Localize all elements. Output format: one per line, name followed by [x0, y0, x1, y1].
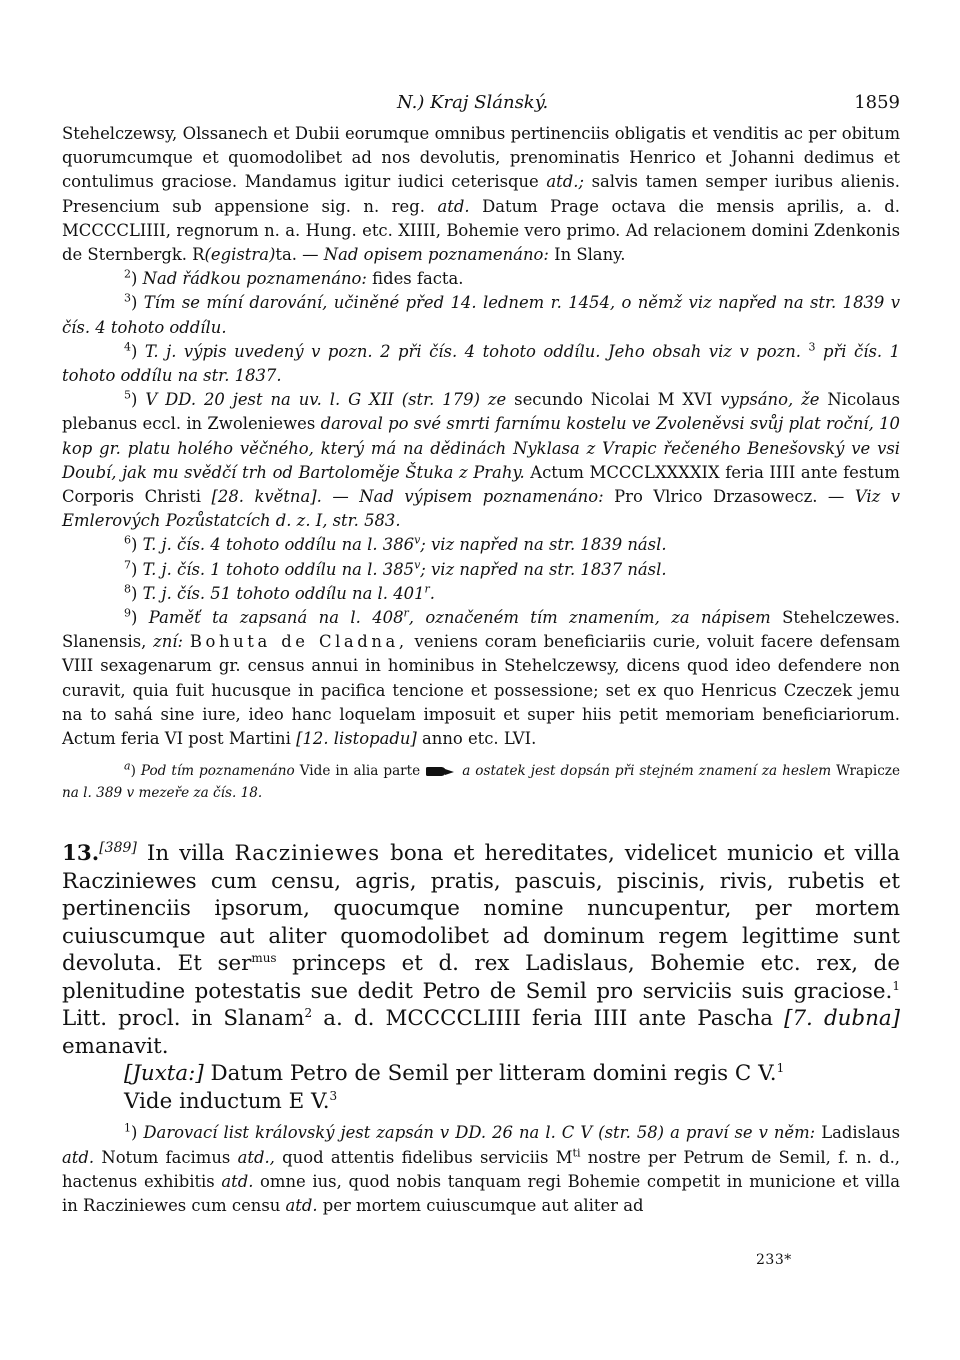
pointing-hand-icon [426, 767, 446, 776]
footnote-continuation: Stehelczewsy, Olssanech et Dubii eorumque omnibus pertinenciis obligatis et venditis ac per obitum quorumcumque et quomodolibet ad nos devolutis, prenominatis Henrico et Johanni dedimus et contulimus graciose. Mandamus igitur iudici ceterisque atd.; salvis tamen semper iuribus alienis. Presencium sub appensione sig. n. reg. atd. Datum Prage octava die mensis aprilis, a. d. MCCCCLIIII, regnorum n. a. Hung. etc. XIIII, Bohemie vero primo. Ad relacionem domini Zdenkonis de Sternbergk. R(egistra)ta. — Nad opisem poznamenáno: In Slany. [62, 124, 900, 265]
footnote-2: $^2$) Nad řádkou poznamenáno: fides facta. [124, 267, 464, 289]
footnote-8: $^8$) T. j. čís. 51 tohoto oddílu na l. 401$^r$. [124, 582, 435, 603]
entry-ref: [389] [99, 840, 137, 857]
footnote-9: $^9$) Paměť ta zapsaná na l. 408$^r$, označeném tím znamením, za nápisem Stehelczewes. Slanensis, zní: Bohuta de Cladna, veniens coram beneficiariis curie, voluit facere defensam VIII sexagenarum gr. census annui in hominibus in Stehelczewsy, dicens quod ideo defendere non curavit, quia fuit hucusque in pacifica tencione et possessione; set ex quo Henricus Czeczek jemu na to sahá sine iure, ideo hanc loquelam imposuit et super hiis petit memoriam beneficiariorum. Actum feria VI post Martini [12. listopadu] anno etc. LVI. [62, 606, 900, 749]
page-number: 1859 [854, 92, 900, 113]
entry-footnote-1: $^1$) Darovací list královský jest zapsán v DD. 26 na l. C V (str. 58) a praví se v něm: Ladislaus atd. Notum facimus atd., quod attentis fidelibus serviciis $M^{ti}$ nostre per Petrum de Semil, f. n. d., hactenus exhibitis atd. omne ius, quod nobis tanquam regi Bohemie competit in municione et villa in Racziniewes cum censu atd. per mortem cuiuscumque aut aliter ad [62, 1122, 901, 1216]
entry-body: 13.[389] In villa Racziniewes bona et hereditates, videlicet municio et villa Racziniewes cum censu, agris, pratis, pascuis, piscinis, rivis, rubetis et pertinenciis ipsorum, quocumque nomine nuncupentur, per mortem cuiuscumque aut aliter quomodolibet ad dominum regem legittime sunt devoluta. Et ser$^{mus}$ princeps et d. rex Ladislaus, Bohemie etc. rex, de plenitudine potestatis sue dedit Petro de Semil pro serviciis suis graciose.$^1$ Litt. procl. in Slanam$^2$ a. d. MCCCCLIIII feria IIII ante Pascha [7. dubna] emanavit. [62, 840, 900, 1059]
entry-juxta: [Juxta:] Datum Petro de Semil per litteram domini regis C V.$^1$ [124, 1061, 785, 1087]
footnote-5: $^5$) V DD. 20 jest na uv. l. G XII (str. 179) ze secundo Nicolai M XVI vypsáno, že Nicolaus plebanus eccl. in Zwoleniewes daroval po své smrti farnímu kostelu ve Zvoleněvsi svůj plat roční, 10 kop gr. platu holého věčného, který má na dědinách Nyklasa z Vrapic řečeného Benešovský ve vsi Doubí, jak mu svědčí trh od Bartoloměje Štuka z Prahy. Actum MCCCLXXXXIX feria IIII ante festum Corporis Christi [28. května]. — Nad výpisem poznamenáno: Pro Vlrico Drzasowecz. — Viz v Emlerových Pozůstatcích d. z. I, str. 583. [62, 388, 901, 531]
page [62, 92, 900, 1218]
entry-footnotes [62, 1121, 900, 1218]
footnote-7: $^7$) T. j. čís. 1 tohoto oddílu na l. 385$^v$; viz napřed na str. 1837 násl. [124, 558, 667, 579]
footnote-6: $^6$) T. j. čís. 4 tohoto oddílu na l. 386$^v$; viz napřed na str. 1839 násl. [124, 533, 667, 555]
entry-place: Racziniewes [234, 841, 381, 867]
footnote-4: $^4$) T. j. výpis uvedený v pozn. 2 při čís. 4 tohoto oddílu. Jeho obsah viz v pozn. $^3$ při čís. 1 tohoto oddílu na str. 1837. [62, 340, 901, 386]
footnote-3: $^3$) Tím se míní darování, učiněné před 14. lednem r. 1454, o němž viz napřed na str. 1839 v čís. 4 tohoto oddílu. [62, 291, 900, 337]
signature-mark: 233* [756, 1252, 792, 1268]
entry-13 [62, 840, 900, 1115]
entry-number: 13. [62, 841, 100, 867]
running-header [62, 92, 900, 122]
sub-footnote-a: $^a$) Pod tím poznamenáno Vide in alia parte a ostatek jest dopsán při stejném znamení za heslem Wrapicze na l. 389 v mezeře za čís. 18. [62, 759, 901, 801]
running-title: N.) Kraj Slánský. [397, 92, 549, 113]
entry-vide: Vide inductum E V.$^3$ [124, 1088, 338, 1114]
